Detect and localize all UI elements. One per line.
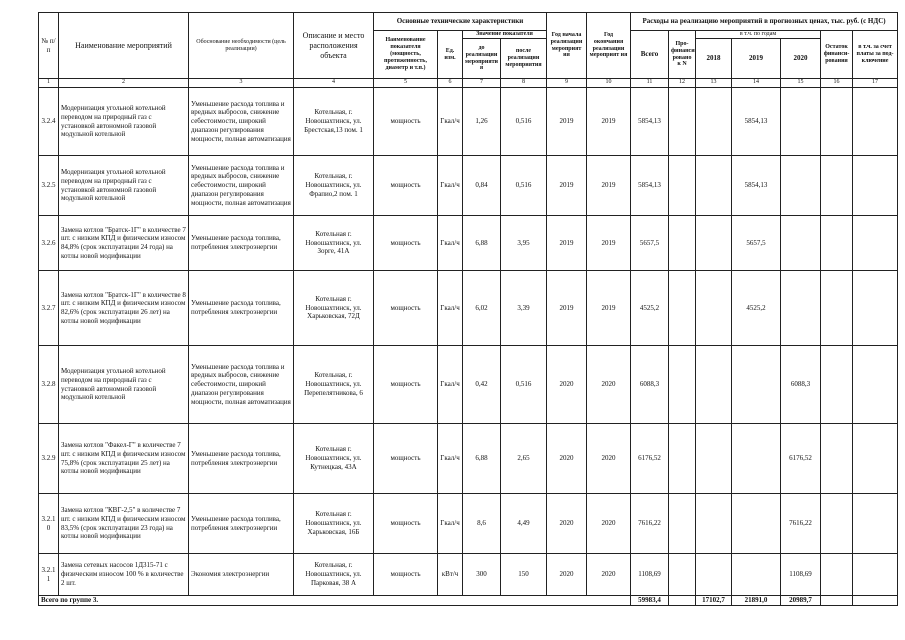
header-incl-fee: в т.ч. за счет платы за под- ключение: [853, 31, 898, 79]
row-name: Замена котлов "КВГ-2,5" в количестве 7 шт. с низким КПД и физическим износом 83,5% (срок эксплуатации 23 года) на котлы новой модификации: [59, 494, 189, 554]
row-total: 5854,13: [631, 156, 669, 216]
row-indicator: мощность: [374, 494, 438, 554]
row-2020: [781, 271, 821, 346]
header-name: Наименование мероприятий: [59, 13, 189, 79]
row-before: 6,88: [463, 424, 501, 494]
row-basis: Уменьшение расхода топлива и вредных выбросов, снижение себестоимости, широкий диапазон регулирования мощности, полная автоматизация: [189, 156, 294, 216]
row-remainder: [821, 271, 853, 346]
total-prefinanced: [669, 596, 696, 606]
row-incl-fee: [853, 346, 898, 424]
table-row: [39, 424, 898, 494]
row-2018: [696, 156, 732, 216]
column-number: 7: [463, 79, 501, 88]
row-before: 0,84: [463, 156, 501, 216]
row-number: 3.2.1 1: [39, 554, 59, 596]
row-2020: 7616,22: [781, 494, 821, 554]
row-incl-fee: [853, 424, 898, 494]
row-after: 0,516: [501, 88, 547, 156]
header-2020: 2020: [781, 39, 821, 79]
row-indicator: мощность: [374, 271, 438, 346]
row-unit: Гкал/ч: [438, 424, 463, 494]
row-2019: 5854,13: [732, 88, 781, 156]
header-after: после реализации мероприятия: [501, 39, 547, 79]
row-unit: Гкал/ч: [438, 156, 463, 216]
row-after: 2,65: [501, 424, 547, 494]
row-before: 1,26: [463, 88, 501, 156]
total-row: [39, 596, 898, 606]
row-before: 300: [463, 554, 501, 596]
row-name: Модернизация угольной котельной переводом на природный газ с установкой автономной газовой модульной котельной: [59, 346, 189, 424]
total-2018: 17102,7: [696, 596, 732, 606]
row-2018: [696, 346, 732, 424]
row-2019: 5854,13: [732, 156, 781, 216]
row-2018: [696, 424, 732, 494]
column-number: 16: [821, 79, 853, 88]
header-tech: Основные технические характеристики: [374, 13, 547, 31]
column-number: 15: [781, 79, 821, 88]
row-unit: Гкал/ч: [438, 494, 463, 554]
row-name: Модернизация угольной котельной переводом на природный газ с установкой автономной газовой модульной котельной: [59, 88, 189, 156]
header-2018: 2018: [696, 39, 732, 79]
row-year-start: 2020: [547, 346, 587, 424]
row-total: 5854,13: [631, 88, 669, 156]
total-sum: 59983,4: [631, 596, 669, 606]
column-number: 14: [732, 79, 781, 88]
row-year-end: 2020: [587, 346, 631, 424]
column-number: 1: [39, 79, 59, 88]
row-number: 3.2.9: [39, 424, 59, 494]
row-prefinanced: [669, 494, 696, 554]
row-unit: кВт/ч: [438, 554, 463, 596]
row-after: 4,49: [501, 494, 547, 554]
row-location: Котельная, г. Новошахтинск, ул. Перепелятникова, 6: [294, 346, 374, 424]
row-location: Котельная, г. Новошахтинск, ул. Парковая, 38 А: [294, 554, 374, 596]
header-before: до реализации мероприяти я: [463, 39, 501, 79]
header-prefinanced: Про- финанси ровано к N: [669, 31, 696, 79]
row-number: 3.2.7: [39, 271, 59, 346]
row-year-start: 2019: [547, 216, 587, 271]
row-2019: [732, 554, 781, 596]
row-2020: [781, 156, 821, 216]
table-row: [39, 346, 898, 424]
row-basis: Экономия электроэнергии: [189, 554, 294, 596]
row-prefinanced: [669, 346, 696, 424]
row-year-start: 2019: [547, 156, 587, 216]
row-before: 0,42: [463, 346, 501, 424]
total-remainder: [821, 596, 853, 606]
row-number: 3.2.4: [39, 88, 59, 156]
row-location: Котельная г. Новошахтинск, ул. Кутнецкая, 43А: [294, 424, 374, 494]
row-basis: Уменьшение расхода топлива, потребления электроэнергии: [189, 271, 294, 346]
row-2020: 6088,3: [781, 346, 821, 424]
row-name: Замена котлов "Братск-1Г" в количестве 8 шт. с низким КПД и физическим износом 82,6% (срок эксплуатации 26 лет) на котлы новой модификации: [59, 271, 189, 346]
row-total: 1108,69: [631, 554, 669, 596]
row-year-end: 2019: [587, 216, 631, 271]
table-row: [39, 271, 898, 346]
row-basis: Уменьшение расхода топлива, потребления электроэнергии: [189, 494, 294, 554]
row-incl-fee: [853, 271, 898, 346]
row-incl-fee: [853, 88, 898, 156]
row-total: 6176,52: [631, 424, 669, 494]
header-year-end: Год окончания реализации мероприят ия: [587, 13, 631, 79]
row-total: 6088,3: [631, 346, 669, 424]
total-2020: 20989,7: [781, 596, 821, 606]
row-indicator: мощность: [374, 216, 438, 271]
row-indicator: мощность: [374, 424, 438, 494]
row-2019: [732, 346, 781, 424]
row-year-end: 2020: [587, 494, 631, 554]
row-unit: Гкал/ч: [438, 271, 463, 346]
row-2018: [696, 88, 732, 156]
row-2019: [732, 494, 781, 554]
header-by-years: в т.ч. по годам: [696, 31, 821, 39]
row-2020: [781, 216, 821, 271]
row-basis: Уменьшение расхода топлива, потребления электроэнергии: [189, 216, 294, 271]
column-number: 12: [669, 79, 696, 88]
row-year-start: 2019: [547, 271, 587, 346]
row-2019: 5657,5: [732, 216, 781, 271]
column-numbers-row: [39, 79, 898, 88]
table-row: [39, 554, 898, 596]
column-number: 5: [374, 79, 438, 88]
column-number: 10: [587, 79, 631, 88]
row-location: Котельная г. Новошахтинск, ул. Харьковская, 16Б: [294, 494, 374, 554]
column-number: 2: [59, 79, 189, 88]
total-incl-fee: [853, 596, 898, 606]
row-year-start: 2020: [547, 554, 587, 596]
row-location: Котельная г. Новошахтинск, ул. Харьковская, 72Д: [294, 271, 374, 346]
row-2019: [732, 424, 781, 494]
row-2020: 6176,52: [781, 424, 821, 494]
row-number: 3.2.5: [39, 156, 59, 216]
header-values-group: Значение показателя: [463, 31, 547, 39]
row-year-start: 2020: [547, 494, 587, 554]
row-after: 3,39: [501, 271, 547, 346]
table-row: [39, 494, 898, 554]
row-number: 3.2.8: [39, 346, 59, 424]
row-basis: Уменьшение расхода топлива, потребления электроэнергии: [189, 424, 294, 494]
row-after: 0,516: [501, 346, 547, 424]
row-incl-fee: [853, 494, 898, 554]
row-remainder: [821, 346, 853, 424]
row-name: Замена сетевых насосов 1Д315-71 с физическим износом 100 % в количестве 2 шт.: [59, 554, 189, 596]
row-before: 6,02: [463, 271, 501, 346]
row-prefinanced: [669, 554, 696, 596]
row-total: 4525,2: [631, 271, 669, 346]
row-name: Модернизация угольной котельной переводом на природный газ с установкой автономной газовой модульной котельной: [59, 156, 189, 216]
row-prefinanced: [669, 156, 696, 216]
column-number: 17: [853, 79, 898, 88]
header-2019: 2019: [732, 39, 781, 79]
row-2018: [696, 494, 732, 554]
row-location: Котельная, г. Новошахтинск, ул. Брестская,13 пом. 1: [294, 88, 374, 156]
header-unit: Ед. изм.: [438, 31, 463, 79]
row-location: Котельная, г. Новошахтинск, ул. Фрапио,2 пом. 1: [294, 156, 374, 216]
column-number: 11: [631, 79, 669, 88]
column-number: 6: [438, 79, 463, 88]
header-indicator: Наименование показателя (мощность, протяженность, диаметр и т.п.): [374, 31, 438, 79]
row-name: Замена котлов "Братск-1Г" в количестве 7 шт. с низким КПД и физическим износом 84,8% (срок эксплуатации 24 года) на котлы новой модификации: [59, 216, 189, 271]
row-2018: [696, 554, 732, 596]
total-label: Всего по группе 3.: [39, 596, 631, 606]
column-number: 8: [501, 79, 547, 88]
row-prefinanced: [669, 88, 696, 156]
row-year-end: 2020: [587, 424, 631, 494]
row-2020: 1108,69: [781, 554, 821, 596]
row-remainder: [821, 554, 853, 596]
row-2018: [696, 271, 732, 346]
row-prefinanced: [669, 424, 696, 494]
row-total: 5657,5: [631, 216, 669, 271]
row-year-start: 2019: [547, 88, 587, 156]
header-total: Всего: [631, 31, 669, 79]
header-year-start: Год начала реализации мероприят ия: [547, 13, 587, 79]
row-remainder: [821, 494, 853, 554]
column-number: 4: [294, 79, 374, 88]
row-prefinanced: [669, 216, 696, 271]
row-remainder: [821, 156, 853, 216]
header-expenses: Расходы на реализацию мероприятий в прогнозных ценах, тыс. руб. (с НДС): [631, 13, 898, 31]
row-year-end: 2019: [587, 88, 631, 156]
row-unit: Гкал/ч: [438, 346, 463, 424]
row-basis: Уменьшение расхода топлива и вредных выбросов, снижение себестоимости, широкий диапазон регулирования мощности, полная автоматизация: [189, 88, 294, 156]
row-total: 7616,22: [631, 494, 669, 554]
row-remainder: [821, 216, 853, 271]
row-indicator: мощность: [374, 156, 438, 216]
row-after: 150: [501, 554, 547, 596]
row-after: 3,95: [501, 216, 547, 271]
row-before: 8,6: [463, 494, 501, 554]
row-after: 0,516: [501, 156, 547, 216]
row-2018: [696, 216, 732, 271]
column-number: 9: [547, 79, 587, 88]
row-indicator: мощность: [374, 346, 438, 424]
row-2019: 4525,2: [732, 271, 781, 346]
row-year-end: 2019: [587, 156, 631, 216]
table-row: [39, 156, 898, 216]
table-row: [39, 88, 898, 156]
column-number: 13: [696, 79, 732, 88]
header-basis: Обоснование необходимости (цель реализации): [189, 13, 294, 79]
row-year-end: 2019: [587, 271, 631, 346]
row-incl-fee: [853, 216, 898, 271]
row-year-start: 2020: [547, 424, 587, 494]
row-number: 3.2.1 0: [39, 494, 59, 554]
row-name: Замена котлов "Факел-Г" в количестве 7 шт. с низким КПД и физическим износом 75,8% (срок эксплуатации 25 лет) на котлы новой модификации: [59, 424, 189, 494]
row-remainder: [821, 424, 853, 494]
row-incl-fee: [853, 554, 898, 596]
row-unit: Гкал/ч: [438, 88, 463, 156]
row-2020: [781, 88, 821, 156]
column-number: 3: [189, 79, 294, 88]
row-remainder: [821, 88, 853, 156]
header-location: Описание и место расположения объекта: [294, 13, 374, 79]
row-before: 6,88: [463, 216, 501, 271]
row-year-end: 2020: [587, 554, 631, 596]
row-number: 3.2.6: [39, 216, 59, 271]
row-basis: Уменьшение расхода топлива и вредных выбросов, снижение себестоимости, широкий диапазон регулирования мощности, полная автоматизация: [189, 346, 294, 424]
row-location: Котельная г. Новошахтинск, ул. Зорге, 41А: [294, 216, 374, 271]
row-unit: Гкал/ч: [438, 216, 463, 271]
investment-program-table: [38, 12, 898, 606]
row-indicator: мощность: [374, 88, 438, 156]
header-num: № п/п: [39, 13, 59, 79]
row-incl-fee: [853, 156, 898, 216]
header-remainder: Остаток финанси- рования: [821, 31, 853, 79]
table-row: [39, 216, 898, 271]
total-2019: 21891,0: [732, 596, 781, 606]
row-prefinanced: [669, 271, 696, 346]
row-indicator: мощность: [374, 554, 438, 596]
